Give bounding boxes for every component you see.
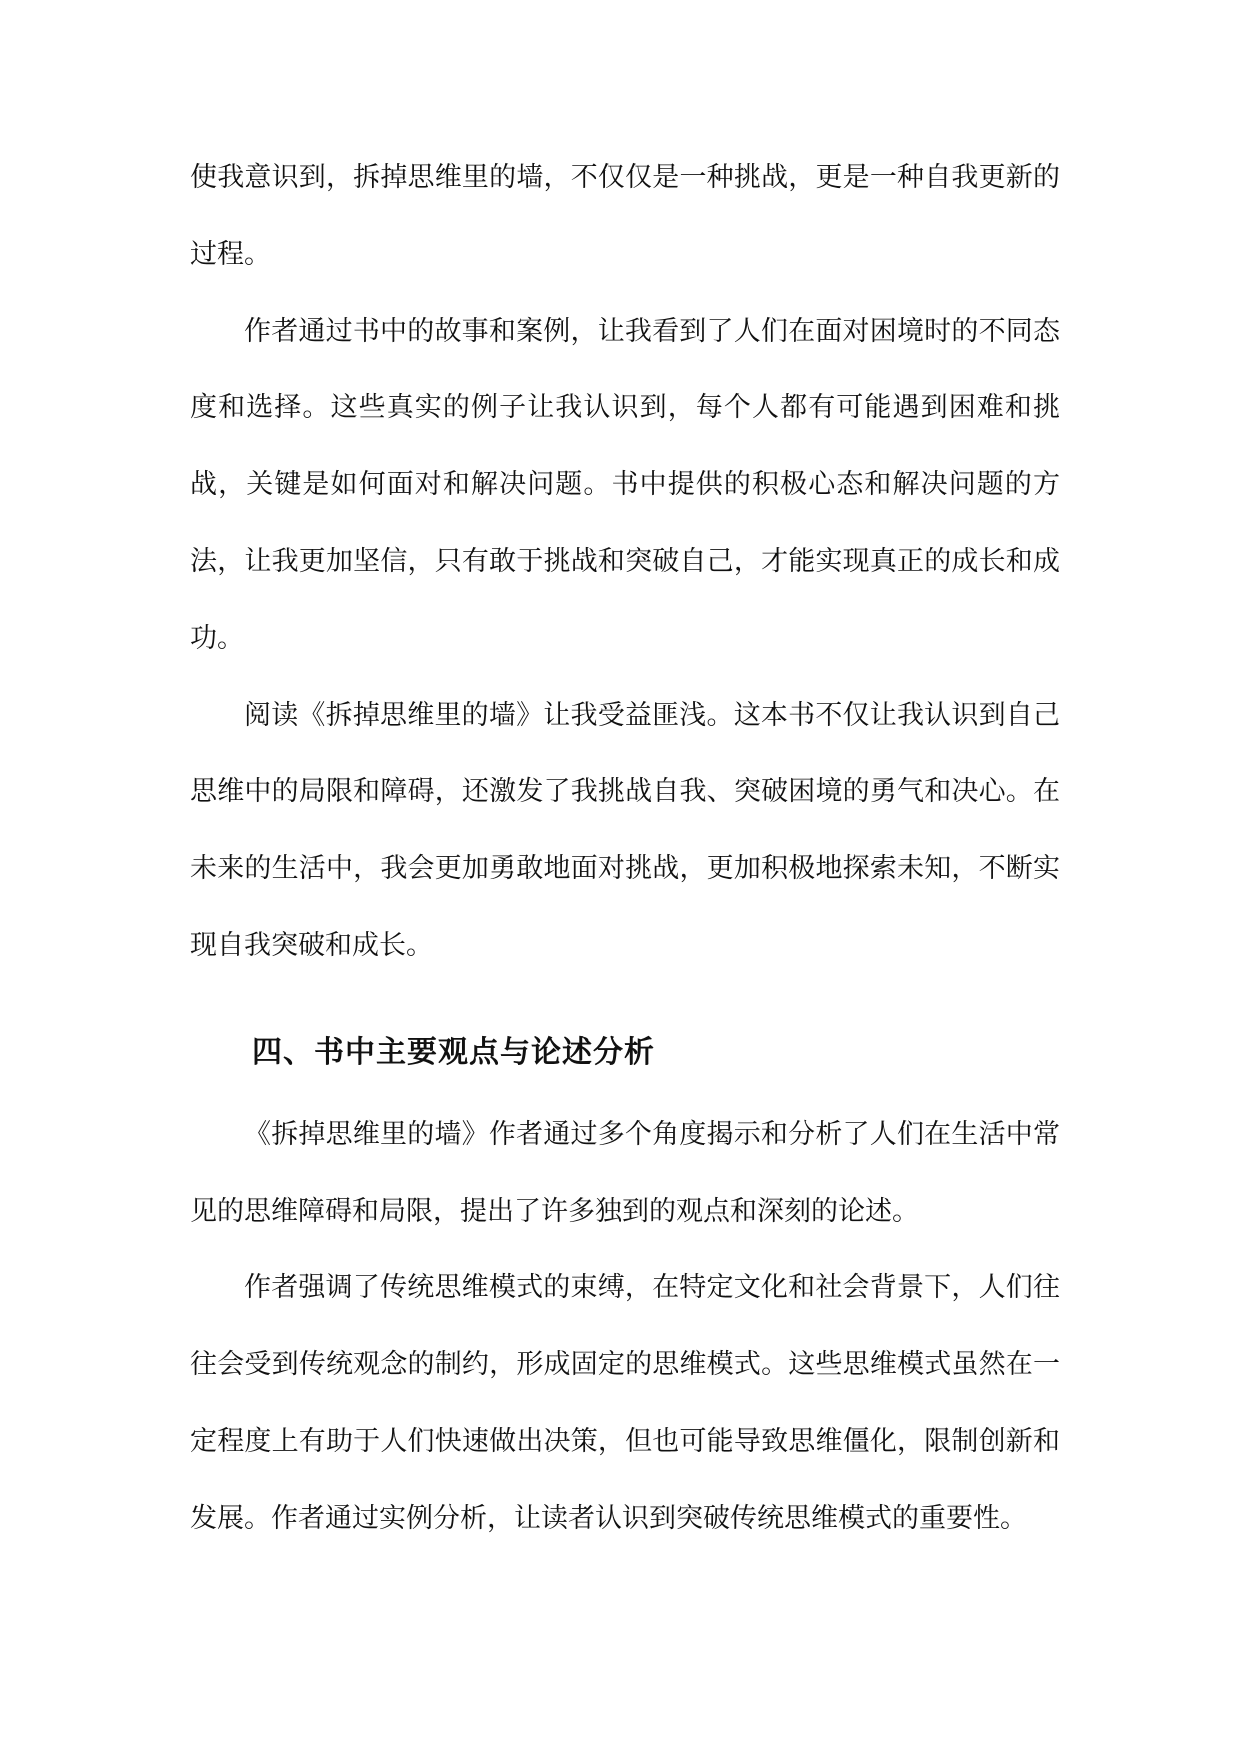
section-heading: 四、书中主要观点与论述分析	[252, 1034, 655, 1070]
paragraph: 作者通过书中的故事和案例，让我看到了人们在面对困境时的不同态度和选择。这些真实的例子让我认识到，每个人都有可能遇到困难和挑战，关键是如何面对和解决问题。书中提供的积极心态和解决问题的方法，让我更加坚信，只有敢于挑战和突破自己，才能实现真正的成长和成功。	[190, 315, 1060, 654]
paragraph: 作者强调了传统思维模式的束缚，在特定文化和社会背景下，人们往往会受到传统观念的制约，形成固定的思维模式。这些思维模式虽然在一定程度上有助于人们快速做出决策，但也可能导致思维僵化，限制创新和发展。作者通过实例分析，让读者认识到突破传统思维模式的重要性。	[190, 1272, 1060, 1534]
paragraph: 阅读《拆掉思维里的墙》让我受益匪浅。这本书不仅让我认识到自己思维中的局限和障碍，还激发了我挑战自我、突破困境的勇气和决心。在未来的生活中，我会更加勇敢地面对挑战，更加积极地探索未知，不断实现自我突破和成长。	[190, 699, 1060, 961]
document-body	[190, 140, 1060, 1558]
paragraph-continuation: 使我意识到，拆掉思维里的墙，不仅仅是一种挑战，更是一种自我更新的过程。	[190, 162, 1060, 270]
paragraph: 《拆掉思维里的墙》作者通过多个角度揭示和分析了人们在生活中常见的思维障碍和局限，提出了许多独到的观点和深刻的论述。	[190, 1118, 1060, 1227]
